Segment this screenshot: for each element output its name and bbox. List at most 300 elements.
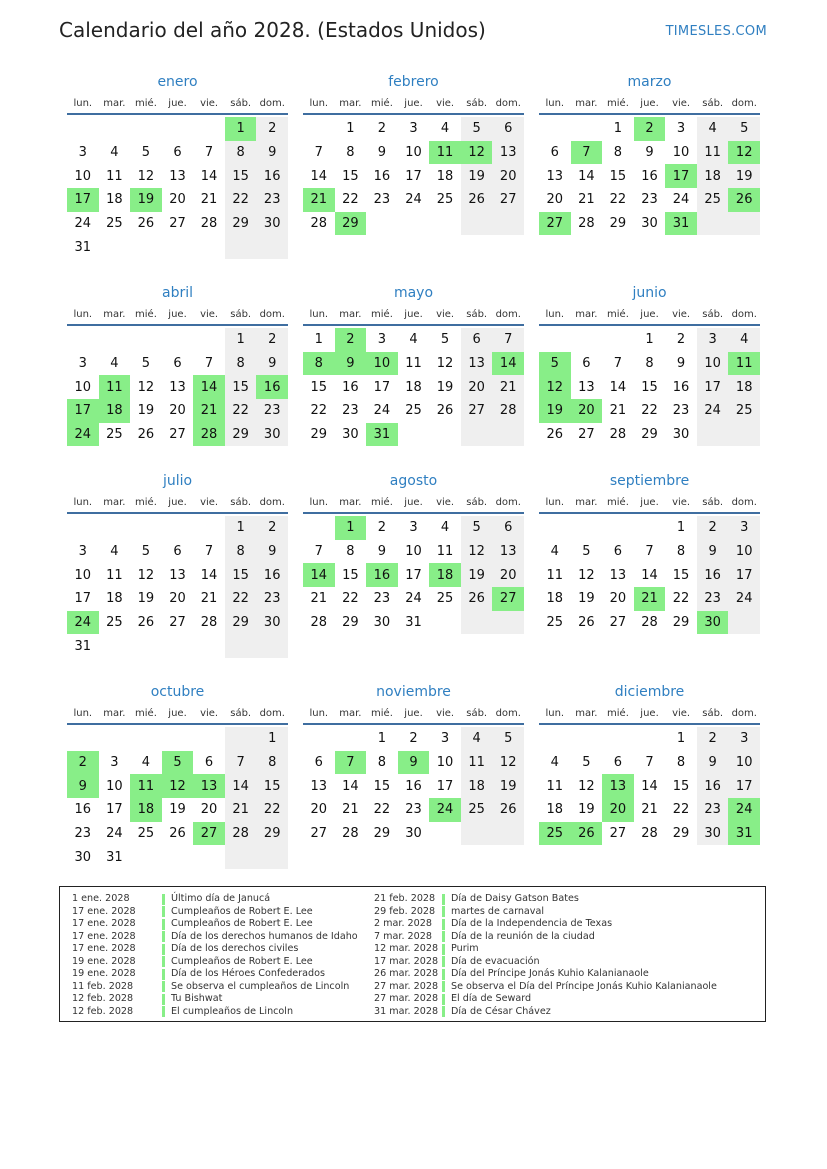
day-cell[interactable]: 18 (436, 168, 454, 184)
day-cell[interactable]: 6 (173, 544, 182, 560)
day-cell[interactable]: 9 (398, 751, 430, 775)
day-cell[interactable]: 27 (609, 826, 627, 842)
day-cell[interactable]: 14 (200, 168, 218, 184)
day-cell[interactable]: 6 (314, 755, 323, 771)
day-cell[interactable]: 16 (342, 379, 359, 395)
day-cell[interactable]: 23 (672, 403, 690, 419)
day-cell[interactable]: 21 (641, 802, 658, 818)
day-cell[interactable]: 26 (137, 427, 155, 443)
day-cell[interactable]: 20 (546, 192, 564, 208)
day-cell[interactable]: 14 (303, 563, 335, 587)
day-cell[interactable]: 13 (546, 168, 564, 184)
day-cell[interactable]: 19 (169, 802, 186, 818)
day-cell[interactable]: 1 (613, 121, 623, 137)
day-cell[interactable]: 21 (200, 591, 218, 607)
day-cell[interactable]: 12 (137, 379, 155, 395)
day-cell[interactable]: 27 (578, 427, 595, 443)
day-cell[interactable]: 15 (225, 164, 257, 188)
day-cell[interactable]: 25 (106, 216, 123, 232)
day-cell[interactable]: 8 (645, 356, 654, 372)
day-cell[interactable]: 22 (225, 188, 257, 212)
day-cell[interactable]: 19 (461, 164, 493, 188)
day-cell[interactable]: 8 (225, 352, 257, 376)
day-cell[interactable]: 26 (546, 427, 564, 443)
day-cell[interactable]: 29 (609, 216, 627, 232)
day-cell[interactable]: 18 (728, 375, 760, 399)
day-cell[interactable]: 22 (342, 591, 359, 607)
day-cell[interactable]: 25 (546, 615, 564, 631)
day-cell[interactable]: 26 (137, 615, 155, 631)
day-cell[interactable]: 27 (492, 188, 524, 212)
day-cell[interactable]: 23 (697, 798, 729, 822)
day-cell[interactable]: 18 (99, 399, 131, 423)
day-cell[interactable]: 28 (342, 826, 359, 842)
day-cell[interactable]: 28 (492, 399, 524, 423)
day-cell[interactable]: 2 (256, 516, 288, 540)
day-cell[interactable]: 29 (256, 822, 288, 846)
day-cell[interactable]: 17 (67, 188, 99, 212)
day-cell[interactable]: 27 (461, 399, 493, 423)
day-cell[interactable]: 20 (492, 164, 524, 188)
day-cell[interactable]: 6 (550, 145, 559, 161)
day-cell[interactable]: 10 (728, 540, 760, 564)
day-cell[interactable]: 26 (571, 822, 603, 846)
day-cell[interactable]: 22 (256, 798, 288, 822)
day-cell[interactable]: 2 (256, 117, 288, 141)
day-cell[interactable]: 16 (697, 774, 729, 798)
day-cell[interactable]: 30 (256, 423, 288, 447)
day-cell[interactable]: 17 (728, 774, 760, 798)
day-cell[interactable]: 2 (697, 727, 729, 751)
day-cell[interactable]: 21 (200, 192, 218, 208)
day-cell[interactable]: 5 (582, 544, 591, 560)
day-cell[interactable]: 3 (728, 516, 760, 540)
day-cell[interactable]: 28 (200, 615, 218, 631)
day-cell[interactable]: 29 (373, 826, 391, 842)
day-cell[interactable]: 8 (225, 141, 257, 165)
day-cell[interactable]: 23 (373, 591, 391, 607)
day-cell[interactable]: 14 (310, 168, 328, 184)
day-cell[interactable]: 27 (539, 212, 571, 236)
day-cell[interactable]: 8 (303, 352, 335, 376)
day-cell[interactable]: 13 (169, 567, 186, 583)
day-cell[interactable]: 28 (193, 423, 225, 447)
day-cell[interactable]: 7 (204, 544, 214, 560)
day-cell[interactable]: 12 (492, 751, 524, 775)
day-cell[interactable]: 28 (200, 216, 218, 232)
day-cell[interactable]: 13 (492, 141, 524, 165)
day-cell[interactable]: 9 (645, 145, 654, 161)
day-cell[interactable]: 24 (106, 826, 123, 842)
day-cell[interactable]: 21 (609, 403, 627, 419)
day-cell[interactable]: 16 (256, 164, 288, 188)
day-cell[interactable]: 30 (256, 212, 288, 236)
day-cell[interactable]: 13 (169, 168, 186, 184)
day-cell[interactable]: 14 (641, 778, 658, 794)
day-cell[interactable]: 4 (461, 727, 493, 751)
day-cell[interactable]: 1 (377, 731, 387, 747)
day-cell[interactable]: 4 (440, 520, 450, 536)
day-cell[interactable]: 1 (645, 332, 654, 348)
day-cell[interactable]: 18 (546, 802, 564, 818)
day-cell[interactable]: 19 (492, 774, 524, 798)
day-cell[interactable]: 9 (256, 540, 288, 564)
day-cell[interactable]: 14 (225, 774, 257, 798)
day-cell[interactable]: 7 (571, 141, 603, 165)
day-cell[interactable]: 5 (728, 117, 760, 141)
day-cell[interactable]: 23 (641, 192, 658, 208)
day-cell[interactable]: 23 (405, 802, 422, 818)
day-cell[interactable]: 20 (461, 375, 493, 399)
day-cell[interactable]: 14 (492, 352, 524, 376)
day-cell[interactable]: 24 (429, 798, 461, 822)
day-cell[interactable]: 10 (697, 352, 729, 376)
day-cell[interactable]: 29 (225, 611, 257, 635)
day-cell[interactable]: 2 (377, 121, 387, 137)
day-cell[interactable]: 5 (141, 145, 151, 161)
day-cell[interactable]: 20 (169, 192, 186, 208)
day-cell[interactable]: 21 (492, 375, 524, 399)
day-cell[interactable]: 11 (436, 544, 454, 560)
day-cell[interactable]: 3 (697, 328, 729, 352)
day-cell[interactable]: 25 (697, 188, 729, 212)
day-cell[interactable]: 13 (492, 540, 524, 564)
day-cell[interactable]: 31 (74, 239, 92, 255)
day-cell[interactable]: 25 (728, 399, 760, 423)
day-cell[interactable]: 15 (672, 567, 690, 583)
day-cell[interactable]: 27 (492, 587, 524, 611)
day-cell[interactable]: 20 (492, 563, 524, 587)
day-cell[interactable]: 30 (697, 822, 729, 846)
day-cell[interactable]: 22 (310, 403, 328, 419)
day-cell[interactable]: 21 (634, 587, 666, 611)
day-cell[interactable]: 18 (106, 192, 123, 208)
day-cell[interactable]: 20 (200, 802, 218, 818)
day-cell[interactable]: 1 (314, 332, 323, 348)
day-cell[interactable]: 4 (728, 328, 760, 352)
day-cell[interactable]: 16 (641, 168, 658, 184)
day-cell[interactable]: 7 (613, 356, 623, 372)
day-cell[interactable]: 30 (641, 216, 658, 232)
day-cell[interactable]: 3 (78, 356, 87, 372)
day-cell[interactable]: 28 (310, 216, 328, 232)
day-cell[interactable]: 9 (697, 540, 729, 564)
day-cell[interactable]: 9 (67, 774, 99, 798)
day-cell[interactable]: 28 (609, 427, 627, 443)
day-cell[interactable]: 5 (461, 117, 493, 141)
day-cell[interactable]: 2 (67, 751, 99, 775)
day-cell[interactable]: 14 (609, 379, 627, 395)
day-cell[interactable]: 5 (440, 332, 450, 348)
day-cell[interactable]: 14 (193, 375, 225, 399)
day-cell[interactable]: 11 (405, 356, 422, 372)
day-cell[interactable]: 5 (461, 516, 493, 540)
day-cell[interactable]: 2 (409, 731, 418, 747)
day-cell[interactable]: 4 (110, 356, 119, 372)
day-cell[interactable]: 13 (169, 379, 186, 395)
day-cell[interactable]: 31 (366, 423, 398, 447)
day-cell[interactable]: 7 (314, 145, 323, 161)
day-cell[interactable]: 24 (672, 192, 690, 208)
day-cell[interactable]: 7 (204, 356, 214, 372)
day-cell[interactable]: 29 (335, 212, 367, 236)
day-cell[interactable]: 17 (106, 802, 123, 818)
day-cell[interactable]: 8 (346, 544, 355, 560)
day-cell[interactable]: 4 (110, 544, 119, 560)
day-cell[interactable]: 11 (697, 141, 729, 165)
day-cell[interactable]: 13 (578, 379, 595, 395)
day-cell[interactable]: 12 (578, 567, 595, 583)
day-cell[interactable]: 11 (106, 567, 123, 583)
day-cell[interactable]: 12 (436, 356, 454, 372)
day-cell[interactable]: 2 (634, 117, 666, 141)
day-cell[interactable]: 15 (672, 778, 690, 794)
day-cell[interactable]: 7 (645, 755, 654, 771)
day-cell[interactable]: 6 (613, 544, 623, 560)
day-cell[interactable]: 25 (436, 192, 454, 208)
day-cell[interactable]: 8 (256, 751, 288, 775)
day-cell[interactable]: 28 (310, 615, 328, 631)
day-cell[interactable]: 21 (578, 192, 595, 208)
day-cell[interactable]: 29 (672, 826, 690, 842)
day-cell[interactable]: 10 (74, 168, 92, 184)
day-cell[interactable]: 1 (256, 727, 288, 751)
day-cell[interactable]: 11 (130, 774, 162, 798)
day-cell[interactable]: 6 (173, 145, 182, 161)
day-cell[interactable]: 6 (461, 328, 493, 352)
day-cell[interactable]: 5 (141, 356, 151, 372)
day-cell[interactable]: 26 (137, 216, 155, 232)
day-cell[interactable]: 11 (728, 352, 760, 376)
day-cell[interactable]: 7 (314, 544, 323, 560)
day-cell[interactable]: 24 (728, 798, 760, 822)
day-cell[interactable]: 12 (137, 567, 155, 583)
day-cell[interactable]: 23 (74, 826, 92, 842)
day-cell[interactable]: 26 (492, 798, 524, 822)
day-cell[interactable]: 12 (578, 778, 595, 794)
day-cell[interactable]: 26 (461, 188, 493, 212)
day-cell[interactable]: 13 (461, 352, 493, 376)
day-cell[interactable]: 23 (256, 399, 288, 423)
day-cell[interactable]: 19 (137, 591, 155, 607)
day-cell[interactable]: 24 (728, 587, 760, 611)
day-cell[interactable]: 10 (366, 352, 398, 376)
day-cell[interactable]: 7 (335, 751, 367, 775)
day-cell[interactable]: 15 (342, 567, 359, 583)
day-cell[interactable]: 20 (609, 591, 627, 607)
day-cell[interactable]: 12 (162, 774, 194, 798)
day-cell[interactable]: 20 (310, 802, 328, 818)
day-cell[interactable]: 2 (697, 516, 729, 540)
day-cell[interactable]: 4 (697, 117, 729, 141)
day-cell[interactable]: 4 (409, 332, 418, 348)
day-cell[interactable]: 23 (373, 192, 391, 208)
day-cell[interactable]: 10 (728, 751, 760, 775)
day-cell[interactable]: 29 (641, 427, 658, 443)
day-cell[interactable]: 26 (578, 615, 595, 631)
day-cell[interactable]: 30 (256, 611, 288, 635)
day-cell[interactable]: 22 (641, 403, 658, 419)
day-cell[interactable]: 26 (169, 826, 186, 842)
day-cell[interactable]: 12 (461, 141, 493, 165)
day-cell[interactable]: 9 (256, 141, 288, 165)
day-cell[interactable]: 21 (225, 798, 257, 822)
day-cell[interactable]: 15 (310, 379, 328, 395)
day-cell[interactable]: 29 (342, 615, 359, 631)
day-cell[interactable]: 17 (405, 168, 422, 184)
day-cell[interactable]: 18 (546, 591, 564, 607)
day-cell[interactable]: 20 (169, 591, 186, 607)
day-cell[interactable]: 7 (645, 544, 654, 560)
day-cell[interactable]: 1 (225, 117, 257, 141)
day-cell[interactable]: 18 (429, 563, 461, 587)
day-cell[interactable]: 30 (373, 615, 391, 631)
day-cell[interactable]: 23 (256, 188, 288, 212)
day-cell[interactable]: 6 (613, 755, 623, 771)
day-cell[interactable]: 15 (225, 563, 257, 587)
day-cell[interactable]: 10 (74, 379, 92, 395)
day-cell[interactable]: 16 (74, 802, 92, 818)
day-cell[interactable]: 6 (173, 356, 182, 372)
day-cell[interactable]: 27 (169, 615, 186, 631)
day-cell[interactable]: 18 (697, 164, 729, 188)
day-cell[interactable]: 14 (200, 567, 218, 583)
day-cell[interactable]: 22 (672, 802, 690, 818)
day-cell[interactable]: 22 (672, 591, 690, 607)
day-cell[interactable]: 11 (461, 751, 493, 775)
day-cell[interactable]: 10 (436, 755, 454, 771)
day-cell[interactable]: 17 (728, 563, 760, 587)
day-cell[interactable]: 17 (405, 567, 422, 583)
day-cell[interactable]: 9 (697, 751, 729, 775)
day-cell[interactable]: 5 (162, 751, 194, 775)
day-cell[interactable]: 15 (256, 774, 288, 798)
day-cell[interactable]: 7 (492, 328, 524, 352)
day-cell[interactable]: 17 (665, 164, 697, 188)
day-cell[interactable]: 29 (310, 427, 328, 443)
day-cell[interactable]: 3 (409, 520, 418, 536)
day-cell[interactable]: 29 (225, 212, 257, 236)
day-cell[interactable]: 9 (377, 544, 387, 560)
day-cell[interactable]: 30 (672, 427, 690, 443)
day-cell[interactable]: 13 (310, 778, 328, 794)
day-cell[interactable]: 27 (193, 822, 225, 846)
day-cell[interactable]: 18 (461, 774, 493, 798)
day-cell[interactable]: 25 (137, 826, 155, 842)
day-cell[interactable]: 30 (405, 826, 422, 842)
day-cell[interactable]: 1 (676, 520, 686, 536)
day-cell[interactable]: 6 (492, 117, 524, 141)
day-cell[interactable]: 24 (67, 611, 99, 635)
day-cell[interactable]: 27 (609, 615, 627, 631)
day-cell[interactable]: 16 (256, 563, 288, 587)
day-cell[interactable]: 10 (74, 567, 92, 583)
day-cell[interactable]: 31 (728, 822, 760, 846)
day-cell[interactable]: 19 (461, 563, 493, 587)
day-cell[interactable]: 16 (366, 563, 398, 587)
day-cell[interactable]: 1 (346, 121, 355, 137)
brand-link[interactable]: TIMESLES.COM (665, 24, 767, 39)
day-cell[interactable]: 9 (676, 356, 686, 372)
day-cell[interactable]: 29 (672, 615, 690, 631)
day-cell[interactable]: 24 (697, 399, 729, 423)
day-cell[interactable]: 1 (225, 516, 257, 540)
day-cell[interactable]: 24 (74, 216, 92, 232)
day-cell[interactable]: 13 (193, 774, 225, 798)
day-cell[interactable]: 3 (728, 727, 760, 751)
day-cell[interactable]: 23 (256, 587, 288, 611)
day-cell[interactable]: 5 (492, 727, 524, 751)
day-cell[interactable]: 18 (106, 591, 123, 607)
day-cell[interactable]: 31 (665, 212, 697, 236)
day-cell[interactable]: 8 (346, 145, 355, 161)
day-cell[interactable]: 21 (193, 399, 225, 423)
day-cell[interactable]: 16 (256, 375, 288, 399)
day-cell[interactable]: 12 (539, 375, 571, 399)
day-cell[interactable]: 25 (461, 798, 493, 822)
day-cell[interactable]: 25 (106, 427, 123, 443)
day-cell[interactable]: 9 (377, 145, 387, 161)
day-cell[interactable]: 10 (405, 544, 422, 560)
day-cell[interactable]: 8 (676, 755, 686, 771)
day-cell[interactable]: 21 (303, 188, 335, 212)
day-cell[interactable]: 29 (225, 423, 257, 447)
day-cell[interactable]: 18 (130, 798, 162, 822)
day-cell[interactable]: 26 (728, 188, 760, 212)
day-cell[interactable]: 22 (373, 802, 391, 818)
day-cell[interactable]: 17 (373, 379, 391, 395)
day-cell[interactable]: 5 (539, 352, 571, 376)
day-cell[interactable]: 19 (539, 399, 571, 423)
day-cell[interactable]: 25 (436, 591, 454, 607)
day-cell[interactable]: 27 (310, 826, 328, 842)
day-cell[interactable]: 12 (728, 141, 760, 165)
day-cell[interactable]: 24 (373, 403, 391, 419)
day-cell[interactable]: 22 (225, 587, 257, 611)
day-cell[interactable]: 15 (225, 375, 257, 399)
day-cell[interactable]: 17 (67, 399, 99, 423)
day-cell[interactable]: 17 (74, 591, 92, 607)
day-cell[interactable]: 28 (225, 822, 257, 846)
day-cell[interactable]: 8 (377, 755, 387, 771)
day-cell[interactable]: 1 (225, 328, 257, 352)
day-cell[interactable]: 27 (169, 427, 186, 443)
day-cell[interactable]: 6 (492, 516, 524, 540)
day-cell[interactable]: 16 (405, 778, 422, 794)
day-cell[interactable]: 28 (578, 216, 595, 232)
day-cell[interactable]: 2 (676, 332, 686, 348)
day-cell[interactable]: 12 (461, 540, 493, 564)
day-cell[interactable]: 22 (609, 192, 627, 208)
day-cell[interactable]: 31 (74, 638, 92, 654)
day-cell[interactable]: 19 (578, 591, 595, 607)
day-cell[interactable]: 5 (141, 544, 151, 560)
day-cell[interactable]: 15 (342, 168, 359, 184)
day-cell[interactable]: 20 (169, 403, 186, 419)
day-cell[interactable]: 10 (405, 145, 422, 161)
day-cell[interactable]: 24 (405, 591, 422, 607)
day-cell[interactable]: 9 (335, 352, 367, 376)
day-cell[interactable]: 13 (602, 774, 634, 798)
day-cell[interactable]: 15 (641, 379, 658, 395)
day-cell[interactable]: 19 (130, 188, 162, 212)
day-cell[interactable]: 25 (405, 403, 422, 419)
day-cell[interactable]: 10 (106, 778, 123, 794)
day-cell[interactable]: 26 (436, 403, 454, 419)
day-cell[interactable]: 21 (342, 802, 359, 818)
day-cell[interactable]: 24 (67, 423, 99, 447)
day-cell[interactable]: 19 (578, 802, 595, 818)
